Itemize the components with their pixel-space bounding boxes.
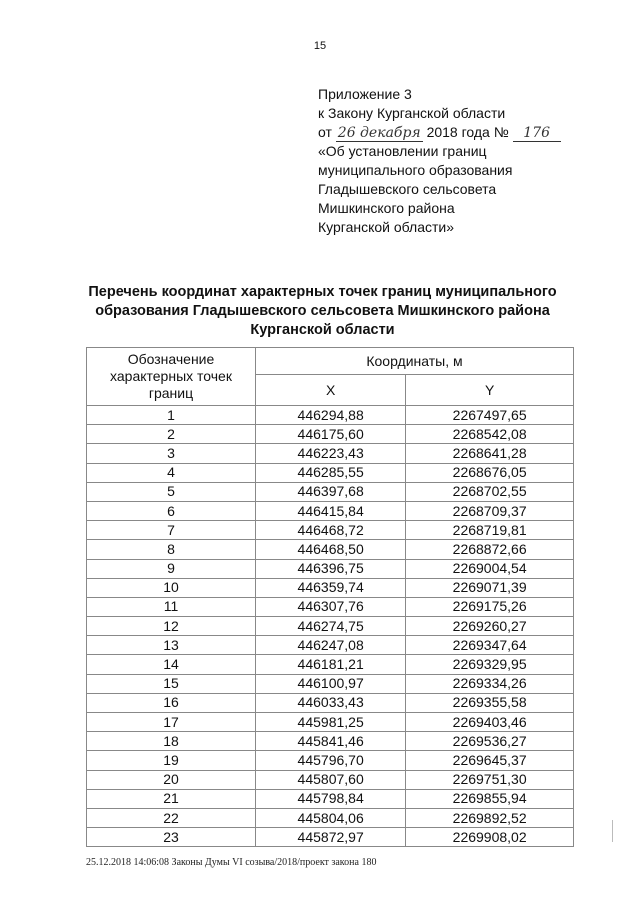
cell-x-coordinate: 446396,75 — [256, 559, 406, 578]
cell-y-coordinate: 2269004,54 — [406, 559, 574, 578]
table-row — [87, 559, 574, 578]
cell-x-coordinate: 446033,43 — [256, 693, 406, 712]
table-row — [87, 789, 574, 808]
table-row — [87, 444, 574, 463]
cell-point-number: 16 — [87, 693, 256, 712]
title-line-3: Курганской области — [250, 322, 395, 338]
cell-point-number: 21 — [87, 789, 256, 808]
header-x: X — [256, 375, 406, 406]
cell-y-coordinate: 2268702,55 — [406, 482, 574, 501]
cell-point-number: 12 — [87, 617, 256, 636]
cell-x-coordinate: 446285,55 — [256, 463, 406, 482]
cell-x-coordinate: 446181,21 — [256, 655, 406, 674]
cell-point-number: 18 — [87, 732, 256, 751]
cell-point-number: 10 — [87, 578, 256, 597]
cell-y-coordinate: 2269347,64 — [406, 636, 574, 655]
title-line-2: образования Гладышевского сельсовета Мишкинского района — [95, 303, 550, 319]
footer-path: 25.12.2018 14:06:08 Законы Думы VI созыва/2018/проект закона 180 — [86, 857, 377, 868]
cell-point-number: 2 — [87, 425, 256, 444]
cell-x-coordinate: 445804,06 — [256, 808, 406, 827]
appendix-line-2: к Закону Курганской области — [318, 105, 506, 121]
cell-x-coordinate: 446468,72 — [256, 521, 406, 540]
appendix-line-6: Гладышевского сельсовета — [318, 181, 497, 197]
table-row — [87, 425, 574, 444]
coordinates-table — [86, 347, 574, 847]
table-row — [87, 501, 574, 520]
appendix-line-1: Приложение 3 — [318, 86, 412, 102]
header-y: Y — [406, 375, 574, 406]
cell-x-coordinate: 445796,70 — [256, 751, 406, 770]
appendix-line-7: Мишкинского района — [318, 200, 455, 216]
cell-point-number: 20 — [87, 770, 256, 789]
cell-y-coordinate: 2269645,37 — [406, 751, 574, 770]
cell-point-number: 8 — [87, 540, 256, 559]
cell-point-number: 9 — [87, 559, 256, 578]
header-designation: Обозначение характерных точек границ — [87, 348, 256, 406]
cell-point-number: 3 — [87, 444, 256, 463]
cell-y-coordinate: 2269355,58 — [406, 693, 574, 712]
cell-point-number: 5 — [87, 482, 256, 501]
handwritten-date: 26 декабря — [337, 125, 421, 141]
table-row — [87, 482, 574, 501]
cell-y-coordinate: 2269403,46 — [406, 713, 574, 732]
table-row — [87, 636, 574, 655]
table-row — [87, 655, 574, 674]
table-row — [87, 693, 574, 712]
cell-point-number: 4 — [87, 463, 256, 482]
page-number: 15 — [313, 40, 327, 52]
cell-x-coordinate: 446274,75 — [256, 617, 406, 636]
cell-y-coordinate: 2269260,27 — [406, 617, 574, 636]
appendix-header — [318, 85, 618, 237]
cell-y-coordinate: 2269536,27 — [406, 732, 574, 751]
cell-point-number: 19 — [87, 751, 256, 770]
header-coordinates: Координаты, м — [256, 348, 574, 375]
cell-x-coordinate: 446415,84 — [256, 501, 406, 520]
table-row — [87, 770, 574, 789]
cell-x-coordinate: 445981,25 — [256, 713, 406, 732]
cell-y-coordinate: 2269334,26 — [406, 674, 574, 693]
cell-y-coordinate: 2268719,81 — [406, 521, 574, 540]
appendix-line-3 — [318, 123, 618, 142]
table-row — [87, 540, 574, 559]
cell-y-coordinate: 2269908,02 — [406, 828, 574, 847]
cell-x-coordinate: 445807,60 — [256, 770, 406, 789]
cell-y-coordinate: 2268641,28 — [406, 444, 574, 463]
cell-x-coordinate: 446468,50 — [256, 540, 406, 559]
appendix-line-5: муниципального образования — [318, 162, 513, 178]
cell-x-coordinate: 445872,97 — [256, 828, 406, 847]
cell-point-number: 11 — [87, 597, 256, 616]
cell-x-coordinate: 446175,60 — [256, 425, 406, 444]
table-row — [87, 578, 574, 597]
table-row — [87, 808, 574, 827]
table-row — [87, 406, 574, 425]
document-title — [60, 283, 585, 340]
cell-x-coordinate: 445798,84 — [256, 789, 406, 808]
cell-y-coordinate: 2268872,66 — [406, 540, 574, 559]
cell-y-coordinate: 2269175,26 — [406, 597, 574, 616]
coordinates-table-body — [87, 406, 574, 847]
from-prefix: от — [318, 124, 332, 140]
cell-x-coordinate: 446307,76 — [256, 597, 406, 616]
cell-point-number: 7 — [87, 521, 256, 540]
cell-point-number: 23 — [87, 828, 256, 847]
table-row — [87, 751, 574, 770]
handwritten-law-number: 176 — [513, 126, 561, 142]
table-row — [87, 674, 574, 693]
cell-point-number: 22 — [87, 808, 256, 827]
cell-y-coordinate: 2269855,94 — [406, 789, 574, 808]
cell-y-coordinate: 2267497,65 — [406, 406, 574, 425]
title-line-1: Перечень координат характерных точек границ муниципального — [88, 284, 557, 300]
table-row — [87, 463, 574, 482]
cell-y-coordinate: 2269329,95 — [406, 655, 574, 674]
year-text: 2018 года № — [426, 124, 509, 140]
table-row — [87, 521, 574, 540]
table-row — [87, 732, 574, 751]
cell-x-coordinate: 446397,68 — [256, 482, 406, 501]
cell-x-coordinate: 446223,43 — [256, 444, 406, 463]
cell-y-coordinate: 2269751,30 — [406, 770, 574, 789]
cell-x-coordinate: 446294,88 — [256, 406, 406, 425]
cell-y-coordinate: 2269892,52 — [406, 808, 574, 827]
cell-point-number: 13 — [87, 636, 256, 655]
cell-point-number: 17 — [87, 713, 256, 732]
margin-mark — [612, 820, 617, 842]
cell-x-coordinate: 446100,97 — [256, 674, 406, 693]
cell-x-coordinate: 446247,08 — [256, 636, 406, 655]
cell-x-coordinate: 445841,46 — [256, 732, 406, 751]
cell-point-number: 14 — [87, 655, 256, 674]
cell-y-coordinate: 2269071,39 — [406, 578, 574, 597]
cell-y-coordinate: 2268542,08 — [406, 425, 574, 444]
table-row — [87, 597, 574, 616]
appendix-line-8: Курганской области» — [318, 219, 455, 235]
table-row — [87, 617, 574, 636]
table-row — [87, 828, 574, 847]
cell-point-number: 1 — [87, 406, 256, 425]
appendix-line-4: «Об установлении границ — [318, 143, 487, 159]
cell-point-number: 15 — [87, 674, 256, 693]
table-row — [87, 713, 574, 732]
cell-x-coordinate: 446359,74 — [256, 578, 406, 597]
cell-y-coordinate: 2268709,37 — [406, 501, 574, 520]
cell-y-coordinate: 2268676,05 — [406, 463, 574, 482]
cell-point-number: 6 — [87, 501, 256, 520]
